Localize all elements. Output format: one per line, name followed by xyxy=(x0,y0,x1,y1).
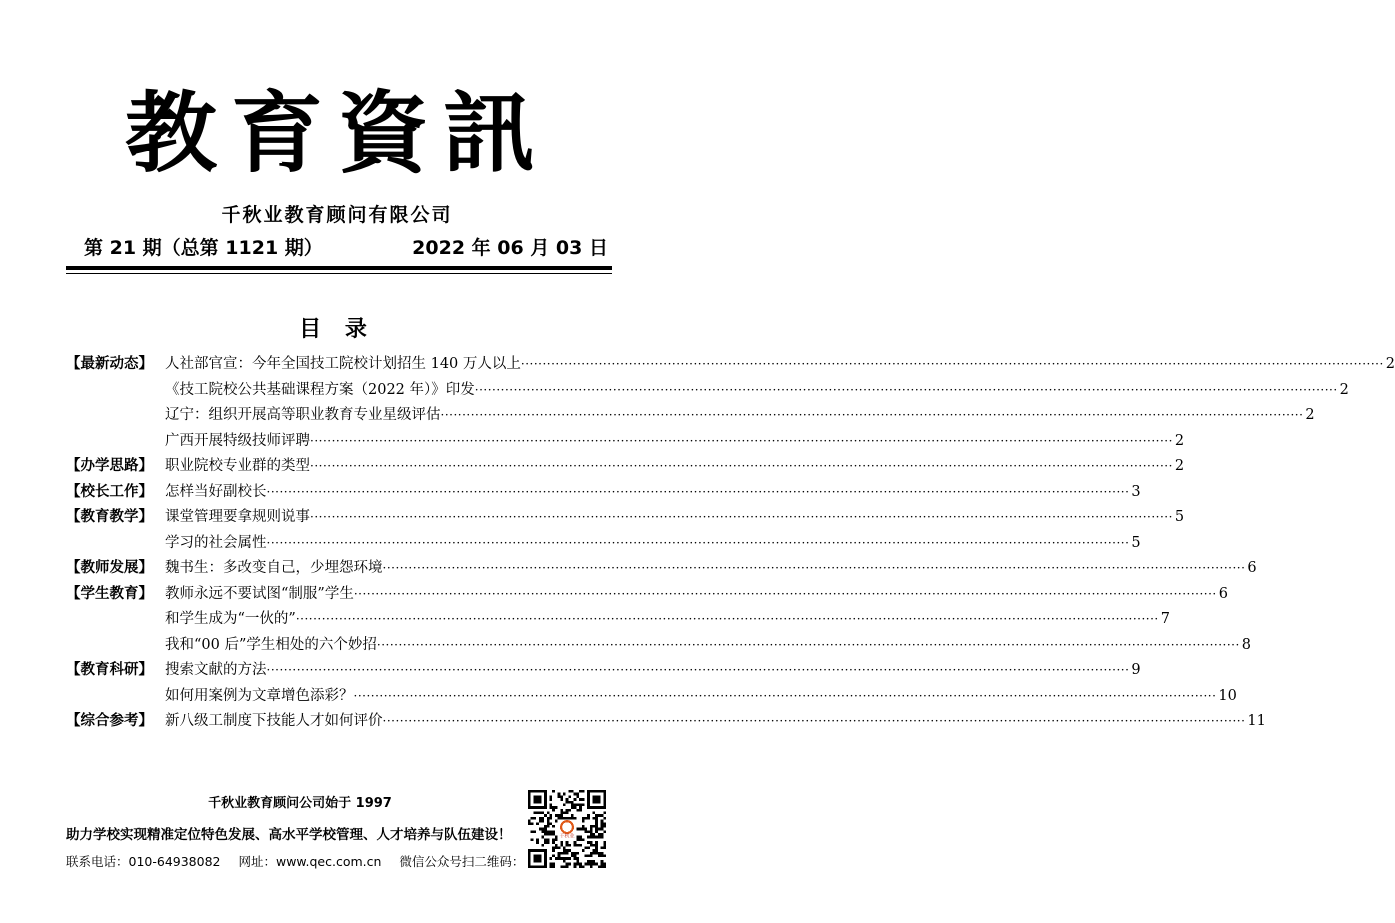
toc-leader-dots: ········································································································································································································ xyxy=(266,484,1130,499)
toc-row[interactable] xyxy=(66,633,1252,659)
toc-leader-dots: ········································································································································································································ xyxy=(295,612,1159,626)
toc-entry-title: 我和“00 后”学生相处的六个妙招 xyxy=(165,636,377,653)
toc-category: 【学生教育】 xyxy=(66,585,153,602)
toc-page-number: 2 xyxy=(1305,407,1315,423)
toc-page-number: 10 xyxy=(1218,687,1237,704)
masthead-title: 教育資訊 xyxy=(124,81,549,185)
toc-entry-title: 搜索文献的方法 xyxy=(165,662,267,678)
toc-row[interactable] xyxy=(66,378,1349,404)
toc-entry-title: 《技工院校公共基础课程方案（2022 年）》印发 xyxy=(165,381,475,398)
toc-page-number: 3 xyxy=(1131,483,1141,500)
toc-row[interactable] xyxy=(66,684,1237,710)
toc-entry[interactable] xyxy=(165,531,1141,556)
toc-category: 【综合参考】 xyxy=(66,713,153,729)
company-name: 千秋业教育顾问有限公司 xyxy=(221,204,453,226)
toc-leader-dots: ········································································································································································································ xyxy=(474,382,1338,397)
toc-leader-dots: ········································································································································································································ xyxy=(376,637,1240,652)
toc-leader-dots: ········································································································································································································ xyxy=(353,586,1217,601)
qr-logo-text: 千秋业 xyxy=(559,833,575,840)
toc-leader-dots: ········································································································································································································ xyxy=(310,510,1173,524)
toc-entry-title: 和学生成为“一伙的” xyxy=(165,611,296,627)
toc-entry-title: 职业院校专业群的类型 xyxy=(165,458,310,474)
footer-wechat: 微信公众号扫二维码： xyxy=(399,854,525,869)
toc-entry[interactable] xyxy=(165,480,1141,505)
toc-entry-title: 如何用案例为文章增色添彩？ xyxy=(165,687,354,704)
footer-contact xyxy=(66,852,526,870)
toc-entry[interactable] xyxy=(165,658,1141,683)
toc-leader-dots: ········································································································································································································ xyxy=(310,459,1173,473)
toc-entry-title: 怎样当好副校长 xyxy=(165,483,267,500)
toc-leader-dots: ········································································································································································································ xyxy=(440,408,1304,422)
toc-entry[interactable] xyxy=(165,403,1315,428)
toc-entry[interactable] xyxy=(165,607,1170,632)
toc-entry-title: 学习的社会属性 xyxy=(165,534,267,551)
toc-page-number: 2 xyxy=(1339,381,1349,398)
toc-page-number: 8 xyxy=(1241,636,1252,653)
toc-row[interactable] xyxy=(66,505,1185,531)
toc-category: 【教育科研】 xyxy=(66,662,153,678)
toc-leader-dots: ········································································································································································································ xyxy=(310,433,1173,448)
footer-phone: 联系电话：010-64938082 xyxy=(66,854,221,869)
toc-leader-dots: ········································································································································································································ xyxy=(382,561,1246,575)
toc-category: 【教育教学】 xyxy=(66,509,153,525)
toc-entry[interactable] xyxy=(165,556,1257,581)
toc-row[interactable] xyxy=(66,556,1257,582)
toc-entry[interactable] xyxy=(165,429,1185,454)
toc-category: 【校长工作】 xyxy=(66,483,153,500)
toc-row[interactable] xyxy=(66,607,1170,633)
toc-page-number: 2 xyxy=(1385,356,1395,372)
toc-entry-title: 辽宁：组织开展高等职业教育专业星级评估 xyxy=(165,407,441,423)
toc-page-number: 6 xyxy=(1218,585,1228,602)
toc-row[interactable] xyxy=(66,429,1185,455)
header-rule-thin xyxy=(66,273,612,274)
toc-row[interactable] xyxy=(66,658,1141,684)
toc-page-number: 11 xyxy=(1247,713,1266,729)
footer-slogan: 助力学校实现精准定位特色发展、高水平学校管理、人才培养与队伍建设！ xyxy=(66,827,512,843)
toc-row[interactable] xyxy=(66,403,1315,429)
footer-since: 千秋业教育顾问公司始于 1997 xyxy=(208,796,392,811)
toc-entry[interactable] xyxy=(165,454,1185,479)
toc-row[interactable] xyxy=(66,352,1395,378)
toc-page-number: 9 xyxy=(1131,662,1141,678)
toc-row[interactable] xyxy=(66,480,1141,506)
toc-entry-title: 广西开展特级技师评聘 xyxy=(165,432,310,449)
toc-entry[interactable] xyxy=(165,633,1252,658)
toc-leader-dots: ········································································································································································································ xyxy=(266,663,1130,677)
toc-category: 【教师发展】 xyxy=(66,560,153,576)
toc-row[interactable] xyxy=(66,709,1266,735)
toc-page-number: 6 xyxy=(1247,560,1257,576)
toc-leader-dots: ········································································································································································································ xyxy=(353,688,1217,703)
toc-page-number: 2 xyxy=(1174,458,1185,474)
toc-row[interactable] xyxy=(66,582,1228,608)
toc-category: 【办学思路】 xyxy=(66,458,153,474)
toc-category: 【最新动态】 xyxy=(66,356,153,372)
toc-entry[interactable] xyxy=(165,505,1185,530)
table-of-contents xyxy=(66,352,1395,735)
toc-entry-title: 课堂管理要拿规则说事 xyxy=(165,509,310,525)
toc-entry[interactable] xyxy=(165,684,1237,709)
toc-row[interactable] xyxy=(66,454,1185,480)
issue-number: 第 21 期（总第 1121 期） xyxy=(84,237,323,259)
issue-date: 2022 年 06 月 03 日 xyxy=(412,237,608,259)
toc-leader-dots: ········································································································································································································ xyxy=(266,535,1130,550)
toc-entry-title: 新八级工制度下技能人才如何评价 xyxy=(165,713,383,729)
toc-page-number: 5 xyxy=(1131,534,1141,551)
toc-leader-dots: ········································································································································································································ xyxy=(520,357,1384,371)
header-rule-thick xyxy=(66,266,612,270)
toc-entry-title: 人社部官宣：今年全国技工院校计划招生 140 万人以上 xyxy=(165,356,521,372)
toc-entry[interactable] xyxy=(165,352,1395,377)
footer-website[interactable]: 网址：www.qec.com.cn xyxy=(238,854,382,869)
toc-page-number: 7 xyxy=(1160,611,1170,627)
toc-page-number: 5 xyxy=(1174,509,1185,525)
wechat-qr-code-icon[interactable] xyxy=(528,790,606,868)
toc-entry[interactable] xyxy=(165,709,1266,734)
toc-entry-title: 教师永远不要试图“制服”学生 xyxy=(165,585,354,602)
toc-leader-dots: ········································································································································································································ xyxy=(382,714,1246,728)
toc-entry[interactable] xyxy=(165,378,1349,403)
toc-page-number: 2 xyxy=(1174,432,1185,449)
toc-title: 目 录 xyxy=(299,317,375,342)
toc-row[interactable] xyxy=(66,531,1141,557)
toc-entry-title: 魏书生：多改变自己，少埋怨环境 xyxy=(165,560,383,576)
toc-entry[interactable] xyxy=(165,582,1228,607)
